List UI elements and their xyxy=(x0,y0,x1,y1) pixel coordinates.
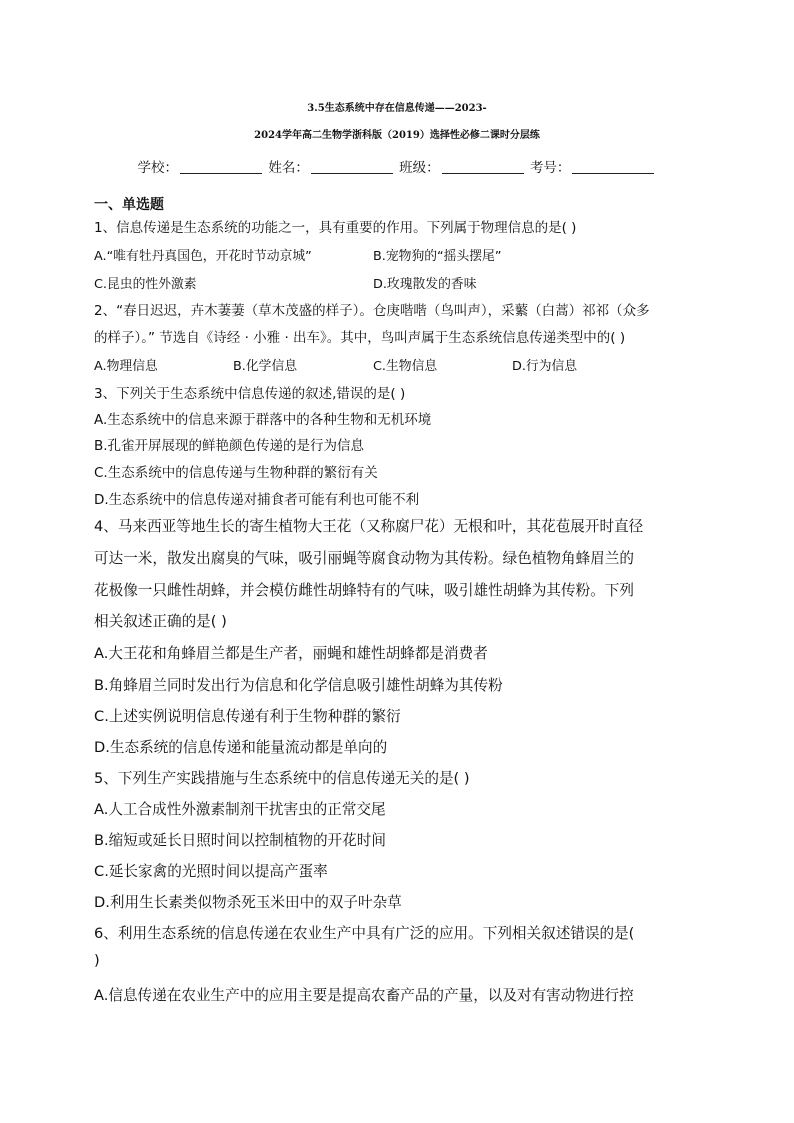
q6-option-a: A.信息传递在农业生产中的应用主要是提高农畜产品的产量，以及对有害动物进行控 xyxy=(94,987,634,1004)
q2-stem-line2: 的样子）。” 节选自《诗经 · 小雅 · 出车》。其中，鸟叫声属于生态系统信息传递类型中的( ) xyxy=(94,330,626,346)
q4-stem-line3: 花极像一只雌性胡蜂，并会模仿雌性胡蜂特有的气味，吸引雄性胡蜂为其传粉。下列 xyxy=(94,582,634,599)
q6-stem-line2: ) xyxy=(94,952,100,969)
q1-stem: 1、信息传递是生态系统的功能之一，具有重要的作用。下列属于物理信息的是( ) xyxy=(94,220,577,236)
class-blank[interactable] xyxy=(442,159,524,174)
q2-option-c: C.生物信息 xyxy=(373,359,438,374)
q3-option-c: C.生态系统中的信息传递与生物种群的繁衍有关 xyxy=(94,465,378,481)
q5-option-d: D.利用生长素类似物杀死玉米田中的双子叶杂草 xyxy=(94,894,402,911)
exam-no-label: 考号： xyxy=(529,160,571,176)
q2-option-d: D.行为信息 xyxy=(512,359,578,374)
class-label: 班级： xyxy=(399,160,440,176)
q2-stem-line1: 2、“春日迟迟，卉木萋萋（草木茂盛的样子）。仓庚喈喈（鸟叫声），采蘩（白蒿）祁祁（众多 xyxy=(94,303,650,319)
q5-stem: 5、下列生产实践措施与生态系统中的信息传递无关的是( ) xyxy=(94,770,470,787)
q3-option-a: A.生态系统中的信息来源于群落中的各种生物和无机环境 xyxy=(94,412,432,428)
q4-stem-line4: 相关叙述正确的是( ) xyxy=(94,613,227,630)
q6-stem-line1: 6、利用生态系统的信息传递在农业生产中具有广泛的应用。下列相关叙述错误的是( xyxy=(94,925,635,942)
school-blank[interactable] xyxy=(180,159,262,174)
q4-stem-line1: 4、马来西亚等地生长的寄生植物大王花（又称腐尸花）无根和叶，其花苞展开时直径 xyxy=(94,518,644,535)
q3-stem: 3、下列关于生态系统中信息传递的叙述,错误的是( ) xyxy=(94,386,406,402)
q4-stem-line2: 可达一米，散发出腐臭的气味，吸引丽蝇等腐食动物为其传粉。绿色植物角蜂眉兰的 xyxy=(94,550,634,567)
student-info-row xyxy=(0,156,794,176)
doc-title-line2: 2024学年高二生物学浙科版（2019）选择性必修二课时分层练 xyxy=(254,130,540,141)
q4-option-a: A.大王花和角蜂眉兰都是生产者，丽蝇和雄性胡蜂都是消费者 xyxy=(94,645,488,662)
q4-option-d: D.生态系统的信息传递和能量流动都是单向的 xyxy=(94,739,388,756)
q4-option-b: B.角蜂眉兰同时发出行为信息和化学信息吸引雄性胡蜂为其传粉 xyxy=(94,677,503,694)
q2-option-b: B.化学信息 xyxy=(233,359,298,374)
name-blank[interactable] xyxy=(311,159,393,174)
doc-title-line1: 3.5生态系统中存在信息传递——2023- xyxy=(307,103,487,114)
q5-option-c: C.延长家禽的光照时间以提高产蛋率 xyxy=(94,863,328,880)
name-label: 姓名： xyxy=(268,160,309,176)
q5-option-b: B.缩短或延长日照时间以控制植物的开花时间 xyxy=(94,832,386,849)
q1-option-a: A.“唯有牡丹真国色，开花时节动京城” xyxy=(94,249,312,264)
q3-option-d: D.生态系统中的信息传递对捕食者可能有利也可能不利 xyxy=(94,492,420,508)
q1-option-b: B.宠物狗的“摇头摆尾” xyxy=(373,249,502,264)
q2-option-a: A.物理信息 xyxy=(94,359,158,374)
q1-option-c: C.昆虫的性外激素 xyxy=(94,277,197,292)
q4-option-c: C.上述实例说明信息传递有利于生物种群的繁衍 xyxy=(94,708,401,725)
school-label: 学校： xyxy=(137,160,179,176)
exam-no-blank[interactable] xyxy=(572,159,654,174)
section-title: 一、单选题 xyxy=(94,197,164,213)
q1-option-d: D.玫瑰散发的香味 xyxy=(373,277,477,292)
q5-option-a: A.人工合成性外激素制剂干扰害虫的正常交尾 xyxy=(94,801,386,818)
q3-option-b: B.孔雀开屏展现的鲜艳颜色传递的是行为信息 xyxy=(94,438,365,454)
